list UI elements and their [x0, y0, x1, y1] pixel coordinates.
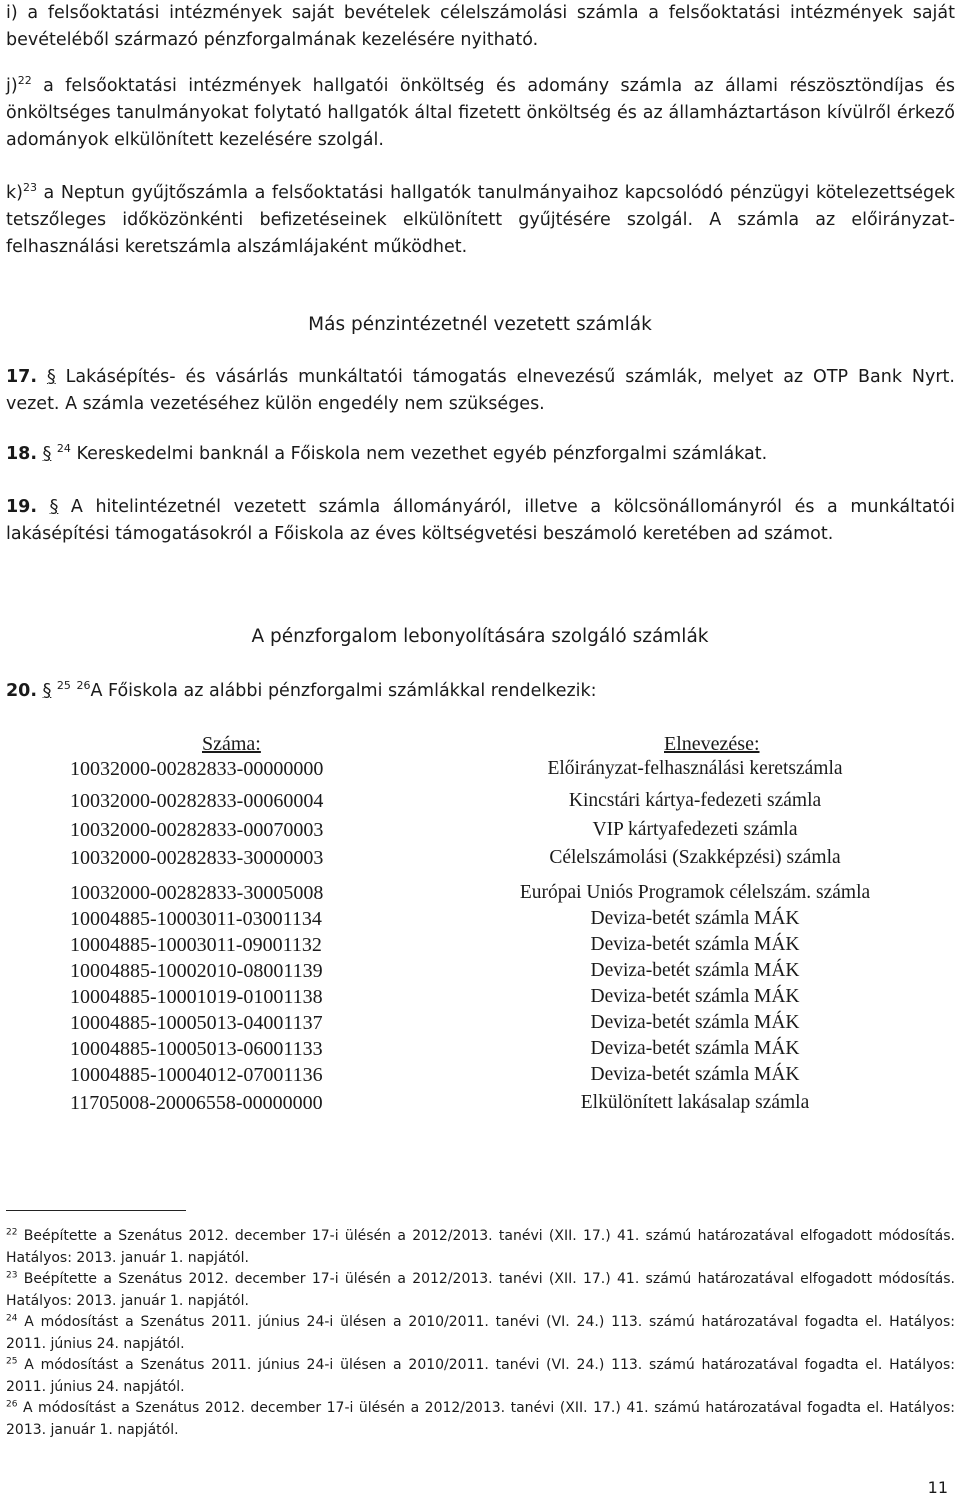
footnote-text: A módosítást a Szenátus 2011. június 24-i ülésen a 2010/2011. tanévi (VI. 24.) 113. számú határozatával fogadta el. Hatályos: 2011. június 24. napjától. [6, 1314, 955, 1352]
table-row-number: 10032000-00282833-30005008 [70, 882, 324, 904]
table-row-number: 10004885-10005013-06001133 [70, 1038, 323, 1060]
footnote-ref-22[interactable]: 22 [17, 74, 32, 88]
section-20 [6, 678, 955, 705]
section-20-text: A Főiskola az alábbi pénzforgalmi számlákkal rendelkezik: [90, 681, 597, 701]
section-19 [6, 494, 955, 548]
table-row-number: 10004885-10002010-08001139 [70, 960, 323, 982]
table-row-number: 10032000-00282833-30000003 [70, 847, 324, 869]
table-row-number: 10032000-00282833-00070003 [70, 819, 324, 841]
section-17-text: Lakásépítés- és vásárlás munkáltatói támogatás elnevezésű számlák, melyet az OTP Bank Nyrt. vezet. A számla vezetéséhez külön engedély nem szükséges. [6, 367, 955, 414]
table-row-name: Kincstári kártya-fedezeti számla [568, 790, 822, 811]
table-row-name: Célelszámolási (Szakképzési) számla [549, 847, 841, 868]
table-row-number: 10032000-00282833-00000000 [70, 758, 324, 780]
section-19-text: A hitelintézetnél vezetett számla állományáról, illetve a kölcsönállományról és a munkáltatói lakásépítési támogatásokról a Főiskola az éves költségvetési beszámoló keretében ad számot. [6, 497, 955, 544]
footnote-ref-25[interactable]: 25 [56, 679, 71, 693]
section-17-sign: § [46, 367, 56, 387]
section-17-number: 17. [6, 367, 38, 387]
footnote-ref-24[interactable]: 24 [56, 442, 71, 456]
table-row-name: VIP kártyafedezeti számla [592, 819, 798, 840]
section-17 [6, 364, 955, 418]
section-18 [6, 441, 955, 468]
section-heading-other-banks: Más pénzintézetnél vezetett számlák [308, 314, 652, 335]
table-row-number: 10004885-10003011-03001134 [70, 908, 322, 930]
column-header-name: Elnevezése: [664, 733, 760, 755]
page-number: 11 [927, 1478, 948, 1497]
section-18-number: 18. [6, 444, 38, 464]
table-row-name: Előirányzat-felhasználási keretszámla [547, 758, 843, 779]
paragraph-j [6, 73, 955, 154]
section-18-text: Kereskedelmi banknál a Főiskola nem vezethet egyéb pénzforgalmi számlákat. [70, 444, 768, 464]
footnote-text: A módosítást a Szenátus 2012. december 17-i ülésén a 2012/2013. tanévi (XII. 17.) 41. számú határozatával fogadta el. Hatályos: 2013. január 1. napjától. [6, 1400, 955, 1438]
table-row-name: Deviza-betét számla MÁK [590, 960, 800, 981]
paragraph-i: i) a felsőoktatási intézmények saját bevételek célelszámolási számla a felsőoktatási intézmények saját bevételéből származó pénzforgalmának kezelésére nyitható. [6, 3, 955, 50]
footnote-25 [6, 1355, 955, 1398]
table-row-name: Elkülönített lakásalap számla [580, 1092, 810, 1113]
table-row-number: 10004885-10005013-04001137 [70, 1012, 323, 1034]
paragraph-j-text: a felsőoktatási intézmények hallgatói önköltség és adomány számla az állami részösztöndíjas és önköltséges tanulmányokat folytató hallgatók által fizetett önköltség és az államháztartáson kívülről érkező adományok elkülönített kezelésére szolgál. [6, 76, 955, 150]
table-row-name: Deviza-betét számla MÁK [590, 986, 800, 1007]
footnote-24 [6, 1312, 955, 1355]
footnote-number: 26 [6, 1399, 18, 1410]
footnote-text: Beépítette a Szenátus 2012. december 17-i ülésén a 2012/2013. tanévi (XII. 17.) 41. számú határozatával elfogadott módosítás. Hatályos: 2013. január 1. napjától. [6, 1228, 955, 1266]
footnote-text: A módosítást a Szenátus 2011. június 24-i ülésen a 2010/2011. tanévi (VI. 24.) 113. számú határozatával fogadta el. Hatályos: 2011. június 24. napjától. [6, 1357, 955, 1395]
footnote-number: 25 [6, 1356, 18, 1367]
footnote-number: 22 [6, 1227, 18, 1238]
footnote-divider [6, 1210, 186, 1211]
paragraph-k-prefix: k) [6, 183, 23, 203]
table-row-name: Deviza-betét számla MÁK [590, 1012, 800, 1033]
footnote-23 [6, 1269, 955, 1312]
footnote-26 [6, 1398, 955, 1441]
footnote-ref-23[interactable]: 23 [22, 181, 37, 195]
section-heading-payment-accounts: A pénzforgalom lebonyolítására szolgáló számlák [251, 626, 709, 647]
section-20-sign: § [42, 681, 52, 701]
column-header-number: Száma: [202, 733, 261, 755]
table-row-name: Európai Uniós Programok célelszám. számla [519, 882, 871, 903]
table-row-number: 10004885-10001019-01001138 [70, 986, 323, 1008]
table-row-number: 10032000-00282833-00060004 [70, 790, 324, 812]
section-19-number: 19. [6, 497, 38, 517]
table-row-name: Deviza-betét számla MÁK [590, 1064, 800, 1085]
table-row-name: Deviza-betét számla MÁK [590, 908, 800, 929]
table-row-name: Deviza-betét számla MÁK [590, 934, 800, 955]
footnote-number: 23 [6, 1270, 18, 1281]
footnote-text: Beépítette a Szenátus 2012. december 17-i ülésén a 2012/2013. tanévi (XII. 17.) 41. számú határozatával elfogadott módosítás. Hatályos: 2013. január 1. napjától. [6, 1271, 955, 1309]
footnote-22 [6, 1226, 955, 1269]
table-row-number: 10004885-10004012-07001136 [70, 1064, 323, 1086]
section-19-sign: § [49, 497, 59, 517]
paragraph-k-text: a Neptun gyűjtőszámla a felsőoktatási hallgatók tanulmányaihoz kapcsolódó pénzügyi kötelezettségek tetszőleges időközönkénti befizetéseinek elkülönített gyűjtésére szolgál. A számla az előirányzat-felhasználási keretszámla alszámlájaként működhet. [6, 183, 955, 257]
table-row-name: Deviza-betét számla MÁK [590, 1038, 800, 1059]
footnote-number: 24 [6, 1313, 18, 1324]
table-row-number: 10004885-10003011-09001132 [70, 934, 322, 956]
paragraph-k [6, 180, 955, 261]
section-20-number: 20. [6, 681, 38, 701]
paragraph-j-prefix: j) [6, 76, 18, 96]
footnote-ref-26[interactable]: 26 [76, 679, 91, 693]
table-row-number: 11705008-20006558-00000000 [70, 1092, 323, 1114]
section-18-sign: § [42, 444, 52, 464]
